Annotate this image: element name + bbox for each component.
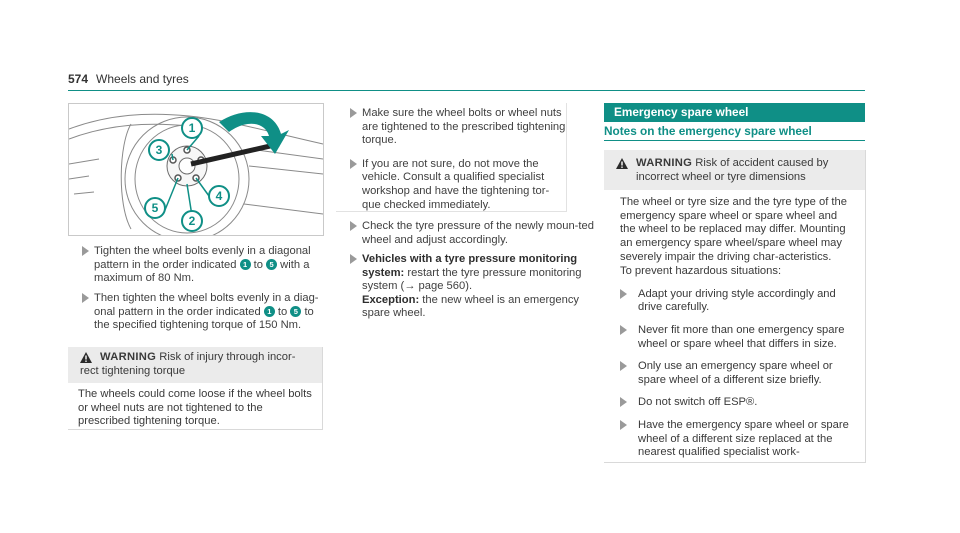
warning-box-torque — [68, 347, 323, 430]
warning-body — [604, 190, 865, 466]
callout-2: 2 — [188, 214, 196, 228]
bullet-arrow-icon — [82, 293, 89, 303]
wheel-illustration — [69, 104, 323, 235]
middle-step-4: Vehicles with a tyre pressure monitoring system: restart the tyre pressure monitoring system (→ page 560). Exception: the new wheel is an emergency spare wheel. — [336, 253, 594, 321]
callout-3: 3 — [155, 143, 163, 157]
page-header — [68, 72, 189, 86]
warning-list-item: Do not switch off ESP®. — [620, 396, 855, 410]
warning-prevent-text: To prevent hazardous situations: — [620, 265, 782, 278]
warning-header — [604, 150, 865, 190]
callout-4: 4 — [215, 189, 223, 203]
warning-box-spare-wheel — [604, 150, 866, 463]
warning-paragraph: The wheel or tyre size and the tyre type of the emergency spare wheel or spare wheel and the wheel to be replaced may differ. Mounting an emergency spare wheel/spare wheel may severely impair the driving char-acteristics. — [620, 196, 847, 263]
callout-badge: 1 — [240, 259, 251, 270]
warning-list-item: Adapt your driving style accordingly and drive carefully. — [620, 288, 855, 315]
callout-badge: 5 — [290, 306, 301, 317]
left-step-1: Tighten the wheel bolts evenly in a diagonal pattern in the order indicated 1 to 5 with a maximum of 80 Nm. — [68, 245, 322, 286]
warning-triangle-icon — [616, 158, 628, 169]
middle-step-1: Make sure the wheel bolts or wheel nuts are tightened to the prescribed tightening torque. — [336, 107, 566, 148]
bullet-arrow-icon — [350, 108, 357, 118]
bullet-arrow-icon — [350, 221, 357, 231]
warning-list-item: Never fit more than one emergency spare wheel or spare wheel that differs in size. — [620, 324, 855, 351]
subheading-rule — [604, 140, 865, 141]
bullet-arrow-icon — [350, 254, 357, 264]
warning-body: The wheels could come loose if the wheel bolts or wheel nuts are not tightened to the prescribed tightening torque. — [78, 388, 312, 428]
section-title: Emergency spare wheel — [614, 105, 749, 119]
subheading: Notes on the emergency spare wheel — [604, 124, 812, 138]
header-rule — [68, 90, 865, 91]
warning-title: WARNING — [100, 351, 157, 363]
callout-5: 5 — [151, 201, 159, 215]
bullet-arrow-icon — [350, 159, 357, 169]
callout-1: 1 — [188, 121, 196, 135]
warning-heading-text: Risk of accident caused by incorrect wheel or tyre dimensions — [636, 157, 829, 183]
middle-step-2: If you are not sure, do not move the vehicle. Consult a qualified specialist workshop and have the tightening tor-que checked immediately. — [336, 158, 566, 212]
warning-triangle-icon — [80, 352, 92, 363]
page-reference-link[interactable]: → page 560). — [404, 280, 473, 293]
bullet-arrow-icon — [82, 246, 89, 256]
callout-badge: 5 — [266, 259, 277, 270]
wheel-bolt-figure — [68, 103, 324, 236]
warning-list-item: Only use an emergency spare wheel or spare wheel of a different size briefly. — [620, 360, 855, 387]
warning-list-item: Have the emergency spare wheel or spare wheel of a different size replaced at the nearest qualified specialist work- — [620, 419, 855, 460]
warning-heading-text: Risk of injury through incor-rect tightening torque — [80, 351, 296, 377]
left-step-2: Then tighten the wheel bolts evenly in a diag-onal pattern in the order indicated 1 to 5 to the specified tightening torque of 150 Nm. — [68, 292, 322, 333]
page-number: 574 — [68, 72, 89, 86]
callout-badge: 1 — [264, 306, 275, 317]
middle-info-box — [336, 103, 567, 212]
middle-step-3: Check the tyre pressure of the newly moun-ted wheel and adjust accordingly. — [336, 220, 594, 247]
warning-title: WARNING — [636, 157, 693, 169]
section-title-bar — [604, 103, 865, 122]
page-title: Wheels and tyres — [96, 72, 189, 86]
warning-header — [68, 347, 322, 383]
